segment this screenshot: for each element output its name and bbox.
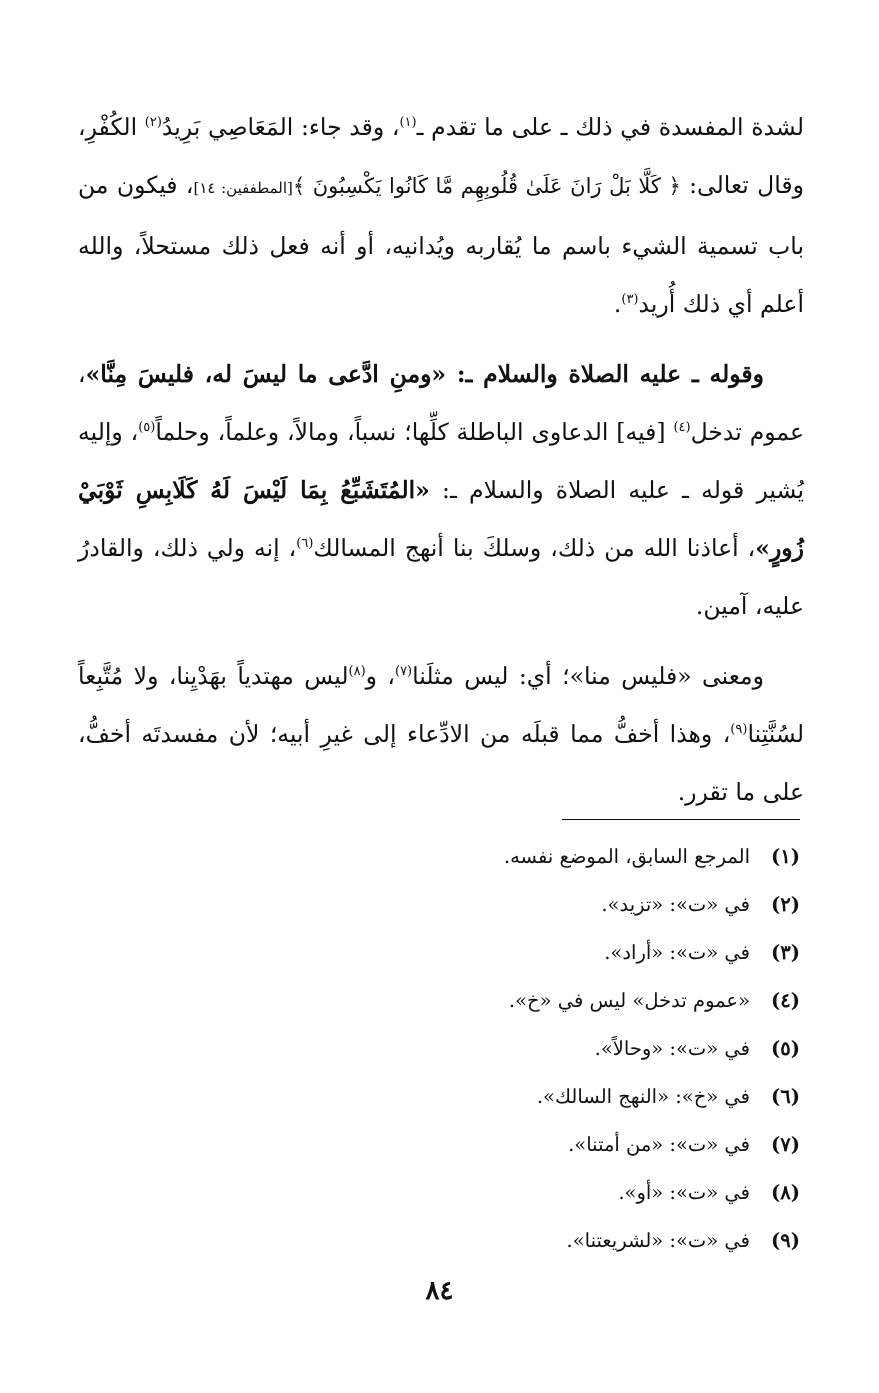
paragraph — [78, 647, 804, 821]
footnote-marker: (٦) — [296, 536, 314, 552]
body-text: لشدة المفسدة في ذلك ـ على ما تقدم ـ — [416, 113, 805, 141]
footnote-number: (٦) — [771, 1085, 800, 1108]
footnote-number: (١) — [771, 845, 800, 868]
footnote-number: (٤) — [771, 989, 800, 1012]
footnote-text: «عموم تدخل» ليس في «خ». — [508, 989, 750, 1012]
footnote-text: في «ت»: «أراد». — [604, 941, 750, 964]
footnote — [160, 1217, 800, 1265]
hadith-text: «ومنِ ادَّعى ما ليسَ له، فليسَ مِنَّا» — [85, 360, 447, 388]
quran-verse: ﴿ كَلَّا بَلْ رَانَ عَلَىٰ قُلُوبِهِم مَّا كَانُوا يَكْسِبُونَ ﴾ — [292, 174, 681, 198]
body-text: ، و — [365, 662, 395, 690]
footnote-marker: (٤) — [673, 420, 691, 436]
footnote-number: (٨) — [771, 1181, 800, 1204]
page-number: ٨٤ — [425, 1276, 454, 1306]
main-text — [78, 98, 804, 821]
body-text: ومعنى «فليس منا»؛ أي: ليس مثلَنا — [412, 662, 764, 690]
body-text: ، إنه ولي ذلك، والقادرُ عليه، آمين. — [78, 534, 804, 620]
footnote-text: في «ت»: «وحالاً». — [594, 1037, 750, 1060]
body-text: ، عموم تدخل — [78, 360, 804, 446]
body-text: ليس مهتدياً بهَدْيِنا، ولا مُتَّبِعاً لسُنَّتِنا — [78, 662, 804, 748]
footnote — [160, 977, 800, 1025]
footnote-text: في «ت»: «تزيد». — [601, 893, 750, 916]
body-text: ، وإليه يُشير قوله ـ عليه الصلاة والسلام ـ: — [78, 418, 805, 504]
footnote-text: في «خ»: «النهج السالك». — [536, 1085, 750, 1108]
footnote — [160, 1073, 800, 1121]
body-text: ، وقد جاء: المَعَاصِي بَرِيدُ — [161, 113, 400, 141]
footnote-text: في «ت»: «من أمتنا». — [568, 1133, 750, 1156]
footnote — [160, 929, 800, 977]
body-text: ، وهذا أخفُّ مما قبلَه من الادِّعاء إلى غيرِ أبيه؛ لأن مفسدتَه أخفُّ، على ما تقرر. — [78, 720, 804, 806]
footnote-number: (٣) — [771, 941, 800, 964]
footnote-marker: (٣) — [621, 292, 639, 308]
footnote-text: في «ت»: «لشريعتنا». — [566, 1229, 750, 1252]
hadith-text: «المُتَشَبِّعُ بِمَا لَيْسَ لَهُ كَلَابِسِ ثَوْبَيْ زُورٍ» — [78, 476, 804, 562]
footnote-number: (٢) — [771, 893, 800, 916]
footnote-separator — [562, 819, 800, 820]
footnote — [160, 833, 800, 881]
footnote-number: (٥) — [771, 1037, 800, 1060]
footnote — [160, 1169, 800, 1217]
footnote — [160, 1121, 800, 1169]
body-text: ، أعاذنا الله من ذلك، وسلكَ بنا أنهج المسالك — [313, 534, 756, 562]
footnote-marker: (٢) — [144, 115, 162, 131]
body-text: . — [613, 290, 622, 318]
hadith-text: وقوله ـ عليه الصلاة والسلام ـ: — [446, 360, 764, 388]
footnote — [160, 1025, 800, 1073]
verse-reference: [المطففين: ١٤] — [193, 179, 293, 197]
footnote-number: (٧) — [771, 1133, 800, 1156]
footnote-marker: (١) — [399, 115, 417, 131]
footnote-marker: (٨) — [348, 664, 366, 680]
footnote — [160, 881, 800, 929]
footnotes — [160, 833, 800, 1265]
paragraph — [78, 345, 804, 635]
footnote-text: في «ت»: «أو». — [618, 1181, 750, 1204]
footnote-marker: (٥) — [138, 420, 156, 436]
paragraph — [78, 98, 804, 333]
body-text: [فيه] الدعاوى الباطلة كلِّها؛ نسباً، ومالاً، وعلماً، وحلماً — [155, 418, 674, 446]
footnote-marker: (٧) — [394, 664, 413, 680]
body-text: ، فيكون من باب تسمية الشيء باسم ما يُقاربه ويُدانيه، أو أنه فعل ذلك مستحلاً، والله أعلم أي ذلك أُريد — [78, 171, 804, 318]
body-text: الكُفْرِ، وقال تعالى: — [78, 113, 804, 199]
footnote-marker: (٩) — [730, 722, 748, 738]
footnote-text: المرجع السابق، الموضع نفسه. — [503, 845, 750, 868]
footnote-number: (٩) — [771, 1229, 800, 1252]
